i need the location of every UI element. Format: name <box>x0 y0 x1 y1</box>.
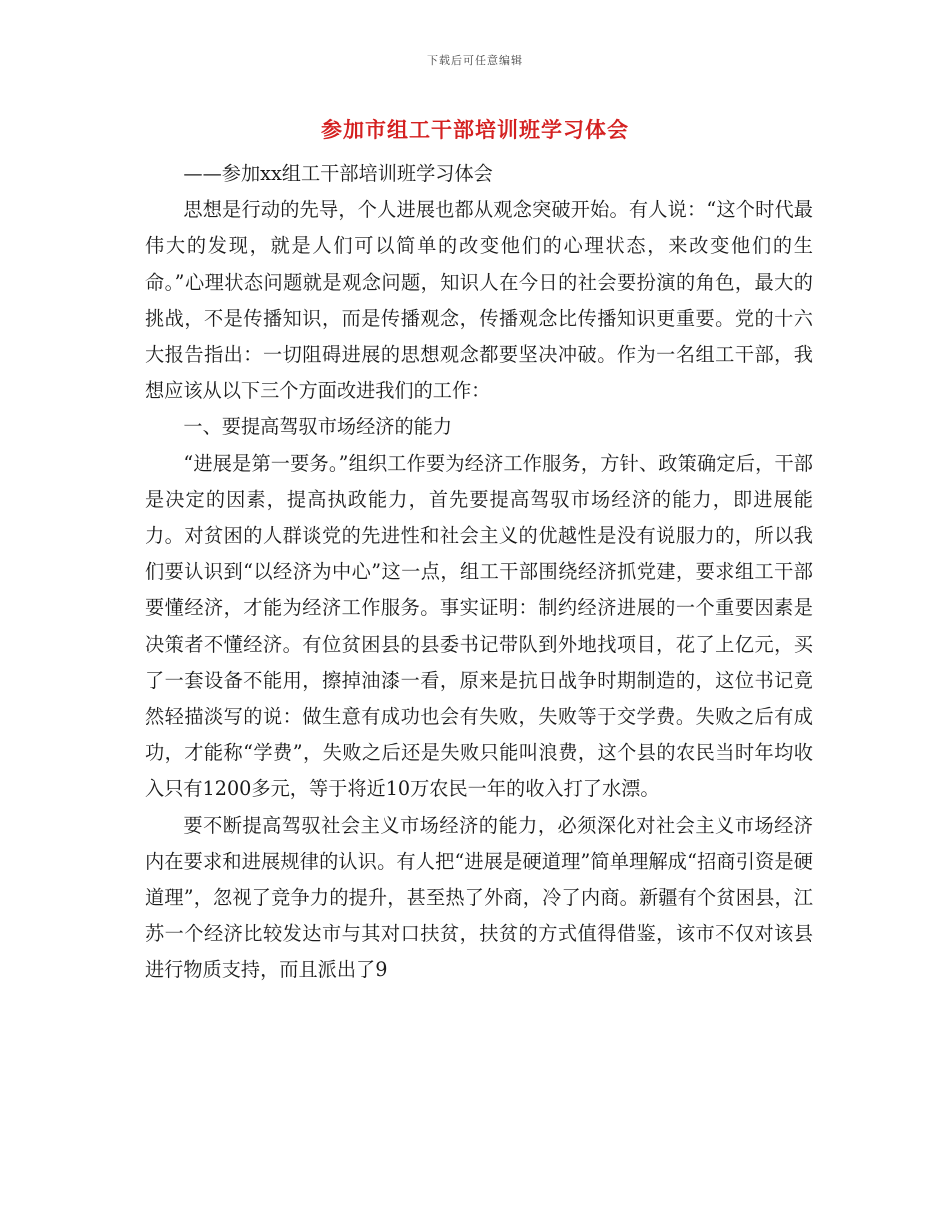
section-heading: 一、要提高驾驭市场经济的能力 <box>183 415 453 439</box>
page-header-note: 下载后可任意编辑 <box>427 54 523 67</box>
body-paragraph: 要不断提高驾驭社会主义市场经济的能力，必须深化对社会主义市场经济内在要求和进展规律的认识。有人把“进展是硬道理”简单理解成“招商引资是硬道理”，忽视了竞争力的提升，甚至热了外商，冷了内商。新疆有个贫困县，江苏一个经济比较发达市与其对口扶贫，扶贫的方式值得借鉴，该市不仅对该县进行物质支持，而且派出了9 <box>145 813 813 982</box>
body-paragraph: “进展是第一要务。”组织工作要为经济工作服务，方针、政策确定后，干部是决定的因素，提高执政能力，首先要提高驾驭市场经济的能力，即进展能力。对贫困的人群谈党的先进性和社会主义的优越性是没有说服力的，所以我们要认识到“以经济为中心”这一点，组工干部围绕经济抓党建，要求组工干部要懂经济，才能为经济工作服务。事实证明：制约经济进展的一个重要因素是决策者不懂经济。有位贫困县的县委书记带队到外地找项目，花了上亿元，买了一套设备不能用，擦掉油漆一看，原来是抗日战争时期制造的，这位书记竟然轻描淡写的说：做生意有成功也会有失败，失败等于交学费。失败之后有成功，才能称“学费”，失败之后还是失败只能叫浪费，这个县的农民当时年均收入只有1200多元，等于将近10万农民一年的收入打了水漂。 <box>145 451 813 801</box>
document-title: 参加市组工干部培训班学习体会 <box>321 118 629 142</box>
subtitle-paragraph: ——参加xx组工干部培训班学习体会 <box>183 162 493 185</box>
document-body <box>145 156 813 989</box>
body-paragraph: 思想是行动的先导，个人进展也都从观念突破开始。有人说：“这个时代最伟大的发现，就是人们可以简单的改变他们的心理状态，来改变他们的生命。”心理状态问题就是观念问题，知识人在今日的社会要扮演的角色，最大的挑战，不是传播知识，而是传播观念，传播观念比传播知识更重要。党的十六大报告指出：一切阻碍进展的思想观念都要坚决冲破。作为一名组工干部，我想应该从以下三个方面改进我们的工作： <box>145 198 813 403</box>
